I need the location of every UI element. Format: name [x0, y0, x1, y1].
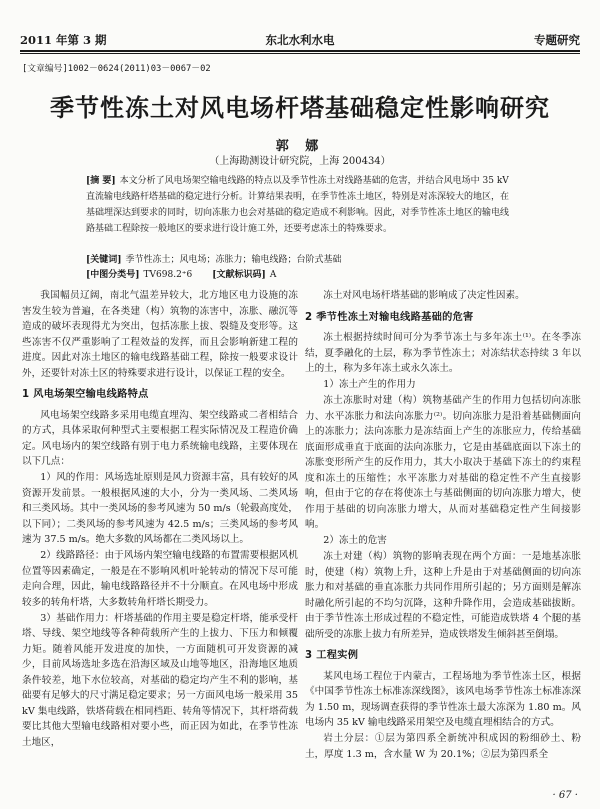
author-name: 郭 娜 — [275, 139, 325, 154]
abstract — [86, 173, 510, 237]
article-title: 季节性冻土对风电场杆塔基础稳定性影响研究 — [50, 93, 550, 122]
column-label: 专题研究 — [534, 33, 580, 47]
paragraph: 风电场架空线路多采用电缆直埋沟、架空线路或二者相结合的方式，具体采取何种型式主要根据工程实际情况及工程造价确定。风电场内的架空线路有别于电力系统输电线路，主要体现在以下几点： — [22, 409, 298, 467]
paragraph: 1）风的作用：风场选址原则是风力资源丰富，具有较好的风资源开发前景。一般根据风速的大小，分为一类风场、二类风场和三类风场。其中一类风场的参考风速为 50 m/s（轮毂高度处，以下同）；二类风场的参考风速为 42.5 m/s；三类风场的参考风速为 37.5 m/s。绝大多数的风场都在二类风场以上。 — [22, 472, 298, 545]
section-heading: 3 工程实例 — [305, 650, 359, 661]
header-rule-thin — [20, 53, 580, 54]
paragraph: 我国幅员辽阔，南北气温差异较大，北方地区电力设施的冻害发生较为普遍，在各类建（构）筑物的冻害中，冻胀、融沉等造成的破坏表现得尤为突出，包括冻胀上拔、裂缝及变形等。这些冻害不仅严重影响了工程效益的发挥，而且会影响新建工程的进度。因此对冻土地区的输电线路基础工程，除按一般要求设计外，还要针对冻土区的特殊要求进行设计，以保证工程的安全。 — [22, 290, 298, 379]
paragraph: 某风电场工程位于内蒙古，工程场地为季节性冻土区，根据《中国季节性冻土标准冻深线图》，该风电场季节性冻土标准冻深为 1.50 m，现场调查获得的季节性冻土最大冻深为 1.80 m。风电场内 35 kV 输电线路采用架空及电缆直埋相结合的方式。 — [305, 670, 581, 728]
body-column-left — [22, 288, 298, 783]
author-affiliation: （上海勘测设计研究院，上海 200434） — [209, 156, 391, 167]
classification-line — [86, 268, 510, 282]
keywords-text: 季节性冻土；风电场；冻胀力；输电线路；台阶式基础 — [125, 255, 342, 265]
clc-value: TV698.2⁺6 — [143, 270, 193, 280]
body-column-right — [305, 288, 581, 783]
running-header — [20, 30, 580, 50]
doc-code-label: [文献标识码] — [212, 270, 266, 280]
header-rule-thick — [20, 50, 580, 52]
subsection-heading: 1）冻土产生的作用力 — [323, 379, 416, 390]
page-number: · 67 · — [552, 790, 578, 801]
journal-name: 东北水利水电 — [265, 33, 335, 47]
subsection-heading: 2）冻土的危害 — [323, 535, 387, 546]
keywords — [86, 253, 510, 267]
article-number: [文章编号]1002－0624(2011)03－0067－02 — [22, 64, 211, 74]
paragraph: 冻土根据持续时间可分为季节冻土与多年冻土⁽¹⁾。在冬季冻结，夏季融化的土层，称为季节性冻土；对冻结状态持续 3 年以上的土，称为多年冻土或永久冻土。 — [305, 332, 581, 374]
doc-code-value: A — [269, 270, 277, 280]
paragraph: 2）线路路径：由于风场内架空输电线路的布置需要根据风机位置等因素确定，一般是在不影响风机叶轮转动的情况下尽可能走向合理，因此，输电线路路径并不十分顺直。在风电场中形成较多的转角杆塔，大多数转角杆塔长期受力。 — [22, 550, 298, 608]
section-heading: 1 风电场架空输电线路特点 — [22, 389, 149, 400]
keywords-label: [关键词] — [86, 255, 122, 265]
paragraph: 冻土冻胀时对建（构）筑物基础产生的作用力包括切向冻胀力、水平冻胀力和法向冻胀力⁽²⁾。切向冻胀力是沿着基础侧面向上的冻胀力；法向冻胀力是冻结面上产生的冻胀应力，传给基础底面形成垂直于底面的法向冻胀力，它是由基础底面以下冻土的冻胀变形所产生的反作用力，其大小取决于基础下冻土的约束程度和冻土的压缩性；水平冻胀力对基础的稳定性不产生直接影响，但由于它的存在将使冻土与基础侧面的切向冻胀力增大，使作用于基础的切向冻胀力增大，从而对基础稳定性产生间接影响。 — [305, 395, 581, 530]
issue-label: 2011 年第 3 期 — [20, 33, 107, 47]
section-heading: 2 季节性冻土对输电线路基础的危害 — [305, 311, 474, 323]
paragraph: 岩土分层：①层为第四系全新统冲积成因的粉细砂土、粉土，厚度 1.3 m，含水量 W 为 20.1%；②层为第四系全 — [305, 733, 581, 760]
paragraph: 3）基础作用力：杆塔基础的作用主要是稳定杆塔，能承受杆塔、导线、架空地线等各种荷载所产生的上拔力、下压力和倾覆力矩。随着风能开发进度的加快，一方面随机可开发资源的减少，目前风场选址多选在沿海区域及山地等地区，沿海地区地质条件较差，地下水位较高，对基础的稳定均产生不利的影响，基础要有足够大的尺寸满足稳定要求；另一方面风电场一般采用 35 kV 集电线路，铁塔荷载在相同档距、转角等情况下，其杆塔荷载要比其他大型输电线路相对要小些，而正因为如此，在季节性冻土地区， — [22, 612, 298, 748]
paragraph: 冻土对风电场杆塔基础的影响成了决定性因素。 — [323, 290, 525, 301]
abstract-text: 本文分析了风电场架空输电线路的特点以及季节性冻土对线路基础的危害，并结合风电场中 35 kV 直流输电线路杆塔基础的稳定进行分析。计算结果表明，在季节性冻土地区，特别是对冻深较大的地区，在基础埋深达到要求的同时，切向冻胀力也会对基础的稳定造成不利影响。因此，对季节性冻土地区的输电线路基础工程除按一般地区的要求进行设计施工外，还要考虑冻土的特殊要求。 — [86, 176, 510, 234]
clc-label: [中图分类号] — [86, 270, 140, 280]
abstract-label: [摘 要] — [86, 176, 116, 186]
paragraph: 冻土对建（构）筑物的影响表现在两个方面：一是地基冻胀时，使建（构）筑物上升，这种上升是由于对基础侧面的切向冻胀力和对基础的垂直冻胀力共同作用所引起的；另方面则是解冻时融化所引起的不均匀沉降，这种升降作用，会造成基础拔断。由于季节性冻土形成过程的不稳定性，可能造成铁塔 4 个腿的基础所受的冻胀上拔力有所差异，造成铁塔发生倾斜甚至倒塌。 — [305, 551, 581, 640]
